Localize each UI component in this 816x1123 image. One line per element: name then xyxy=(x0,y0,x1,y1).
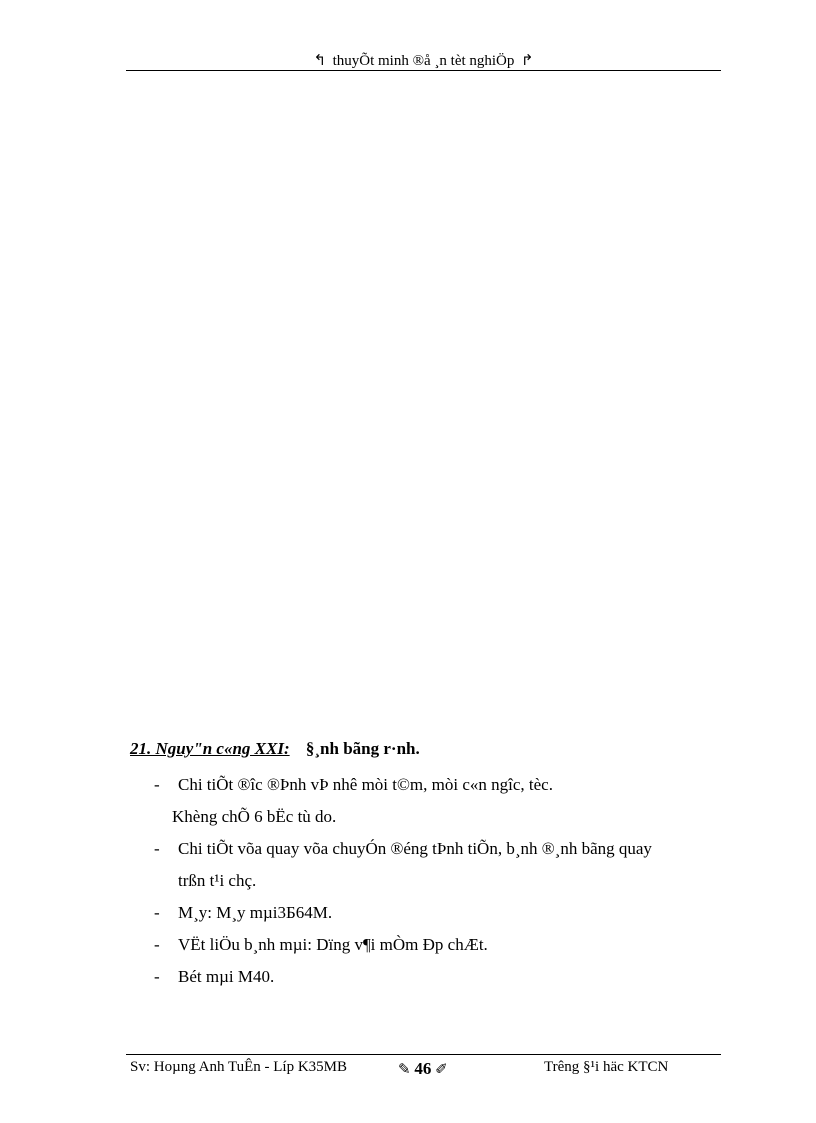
list-item: M¸y: M¸y mµi3Б64M. xyxy=(178,903,333,922)
right-pointer-icon: ↱ xyxy=(520,51,534,69)
page-number: 46 xyxy=(414,1059,432,1078)
header-title: thuyÕt minh ®å ¸n tèt nghiÖp xyxy=(332,53,515,69)
footer-student: Sv: Hoµng Anh TuÊn - Líp K35MB xyxy=(130,1059,348,1075)
bullet-dash: - xyxy=(154,775,160,794)
list-item: VËt liÖu b¸nh mµi: Dïng v¶i mÒm Ðp chÆt. xyxy=(178,935,488,954)
list-item-continuation: trßn t¹i chç. xyxy=(178,871,257,890)
section-title: §¸nh bãng r·nh. xyxy=(305,739,420,758)
list-item-continuation: Khèng chÕ 6 bËc tù do. xyxy=(172,807,337,826)
section-number: 21. Nguy"n c«ng XXI: xyxy=(130,739,290,758)
bullet-dash: - xyxy=(154,935,160,954)
list-item: Chi tiÕt ®îc ®Þnh vÞ nhê mòi t©m, mòi c«n ngîc, tèc. xyxy=(178,775,553,794)
list-item: Chi tiÕt võa quay võa chuyÓn ®éng tÞnh tiÕn, b¸nh ®¸nh bãng quay xyxy=(178,839,652,858)
footer-school: Trêng §¹i häc KTCN xyxy=(544,1059,669,1075)
footer-page xyxy=(398,1059,448,1079)
bullet-dash: - xyxy=(154,839,160,858)
left-ornament-icon: ✎ xyxy=(398,1060,411,1078)
left-pointer-icon: ↰ xyxy=(313,51,327,69)
bullet-dash: - xyxy=(154,967,160,986)
bullet-dash: - xyxy=(154,903,160,922)
section-heading xyxy=(130,739,420,759)
right-ornament-icon: ✐ xyxy=(435,1060,448,1078)
footer-divider xyxy=(126,1054,721,1055)
list-item: Bét mµi M40. xyxy=(178,967,275,986)
page-header xyxy=(126,50,721,71)
